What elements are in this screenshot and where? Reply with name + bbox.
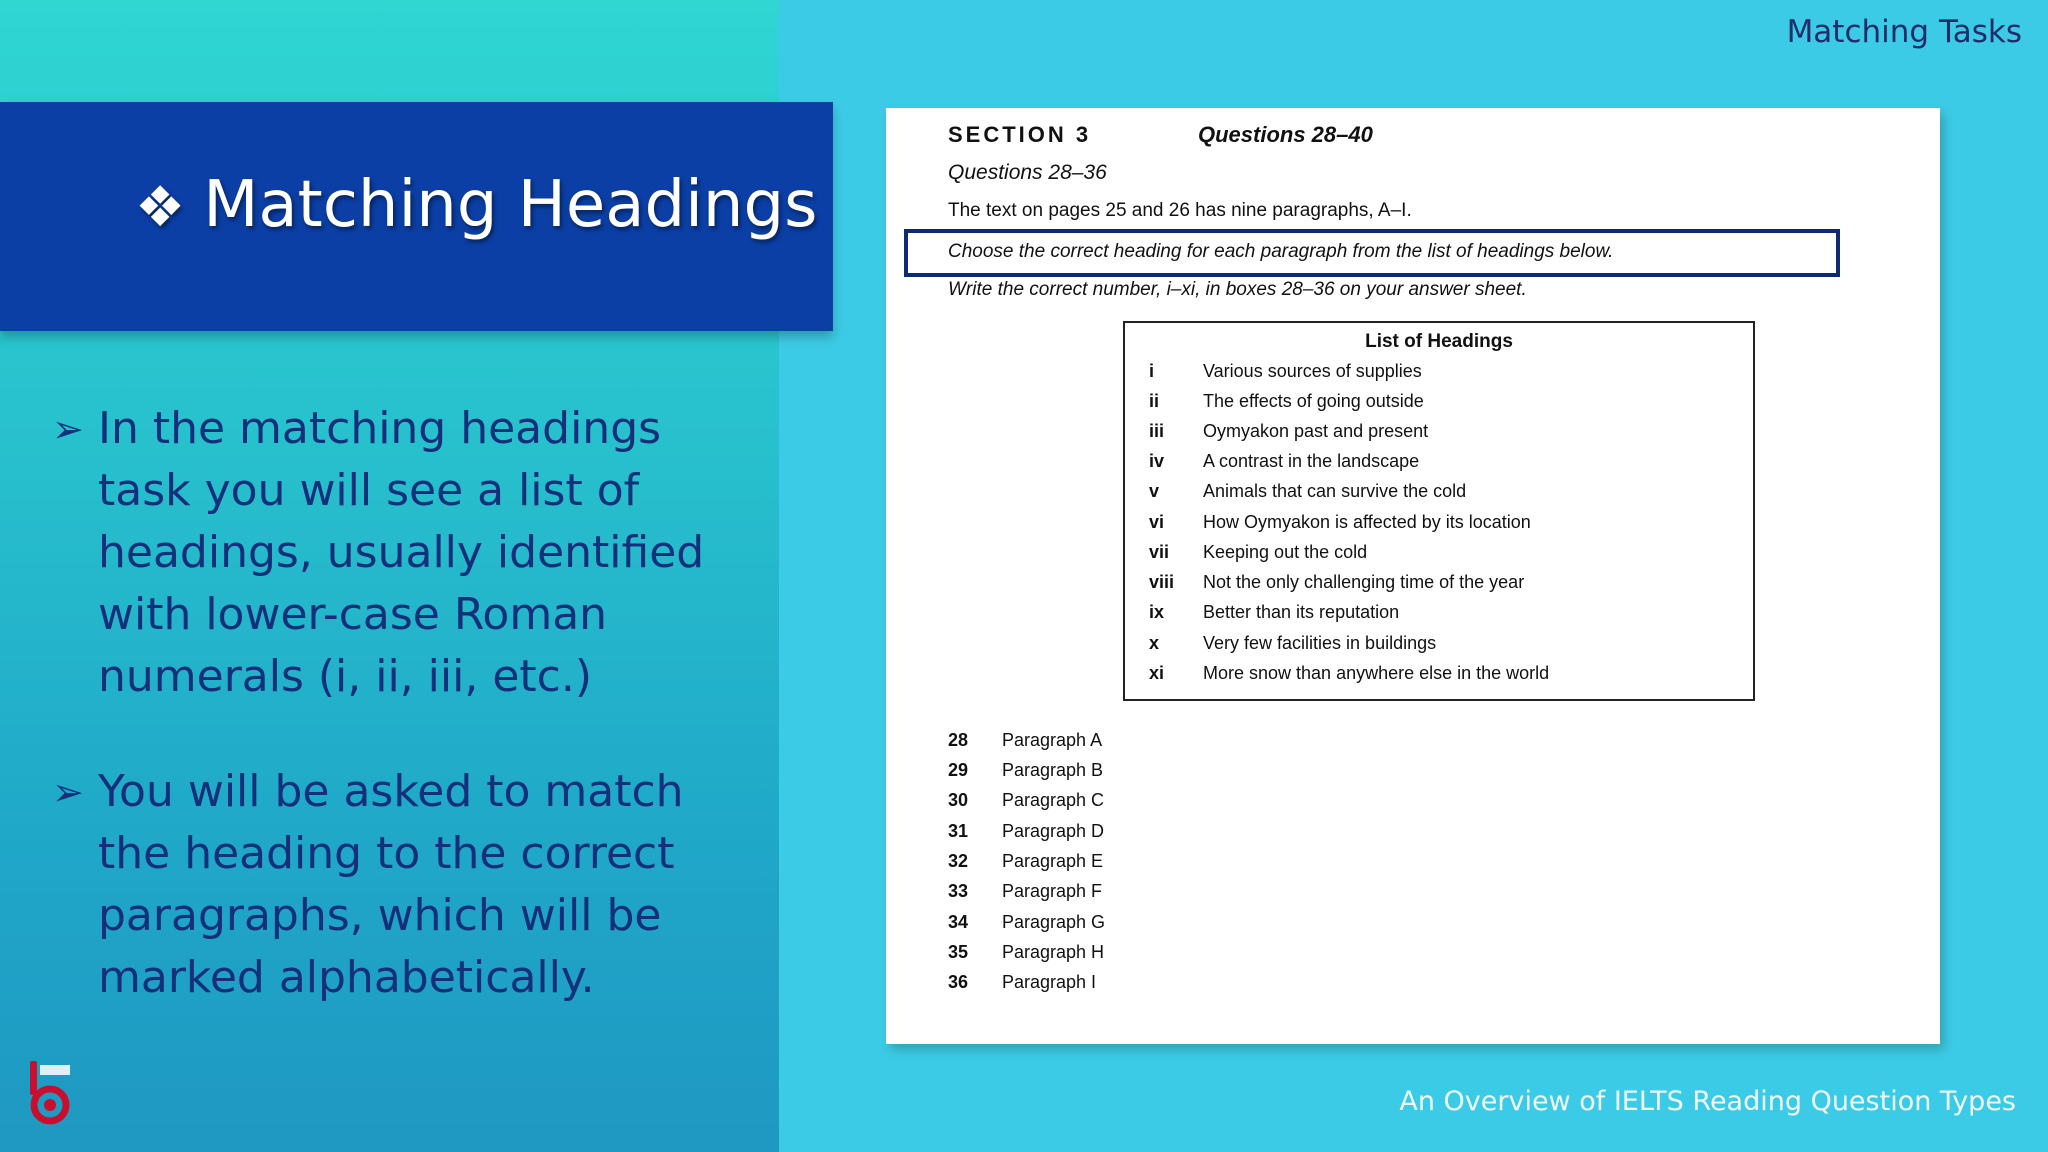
slide-title bbox=[135, 168, 817, 242]
paragraph-row: 33 Paragraph F bbox=[948, 881, 1103, 901]
diamond-bullet-icon: ❖ bbox=[135, 175, 186, 240]
paragraph-row: 31 Paragraph D bbox=[948, 821, 1105, 841]
paragraph-row: 32 Paragraph E bbox=[948, 851, 1104, 871]
bullet-item bbox=[52, 398, 752, 708]
doc-section: SECTION 3 bbox=[948, 122, 1092, 147]
paragraph-row: 34 Paragraph G bbox=[948, 912, 1106, 932]
heading-row: iii Oymyakon past and present bbox=[1149, 421, 1429, 441]
heading-row: ix Better than its reputation bbox=[1149, 602, 1400, 622]
paragraph-row: 36 Paragraph I bbox=[948, 972, 1097, 992]
heading-row: i Various sources of supplies bbox=[1149, 361, 1422, 381]
footer-subtitle: An Overview of IELTS Reading Question Types bbox=[1399, 1086, 2016, 1117]
paragraph-row: 28 Paragraph A bbox=[948, 730, 1103, 750]
paragraph-row: 29 Paragraph B bbox=[948, 760, 1104, 780]
heading-row: vii Keeping out the cold bbox=[1149, 542, 1368, 562]
doc-instruction: Write the correct number, i–xi, in boxes 28–36 on your answer sheet. bbox=[948, 279, 1527, 300]
arrow-bullet-icon: ➢ bbox=[52, 770, 84, 814]
bullet-item bbox=[52, 761, 752, 1009]
list-of-headings bbox=[1123, 321, 1755, 701]
heading-row: vi How Oymyakon is affected by its location bbox=[1149, 512, 1531, 532]
list-of-headings-title: List of Headings bbox=[1365, 331, 1513, 352]
doc-questions: Questions 28–40 bbox=[1198, 122, 1373, 147]
bullet-list bbox=[52, 398, 752, 1062]
heading-row: x Very few facilities in buildings bbox=[1149, 633, 1437, 653]
doc-intro: The text on pages 25 and 26 has nine paragraphs, A–I. bbox=[948, 200, 1412, 221]
bullet-text: In the matching headings task you will see a list of headings, usually identified with lower-case Roman numerals (i, ii, iii, etc.) bbox=[98, 403, 705, 702]
paragraph-row: 35 Paragraph H bbox=[948, 942, 1105, 962]
doc-instruction-highlighted: Choose the correct heading for each paragraph from the list of headings below. bbox=[948, 241, 1614, 262]
heading-row: ii The effects of going outside bbox=[1149, 391, 1424, 411]
arrow-bullet-icon: ➢ bbox=[52, 407, 84, 451]
ielts-backup-logo-icon bbox=[24, 1059, 74, 1127]
heading-row: xi More snow than anywhere else in the world bbox=[1149, 663, 1550, 683]
heading-row: viii Not the only challenging time of the year bbox=[1149, 572, 1525, 592]
section-label: Matching Tasks bbox=[1786, 14, 2022, 50]
exam-document-image bbox=[886, 108, 1940, 1044]
doc-subquestions: Questions 28–36 bbox=[948, 161, 1107, 184]
paragraph-row: 30 Paragraph C bbox=[948, 790, 1105, 810]
bullet-text: You will be asked to match the heading to the correct paragraphs, which will be marked alphabetically. bbox=[98, 766, 684, 1003]
heading-row: iv A contrast in the landscape bbox=[1149, 451, 1420, 471]
slide-title-text: Matching Headings bbox=[203, 168, 818, 242]
heading-row: v Animals that can survive the cold bbox=[1149, 481, 1467, 501]
